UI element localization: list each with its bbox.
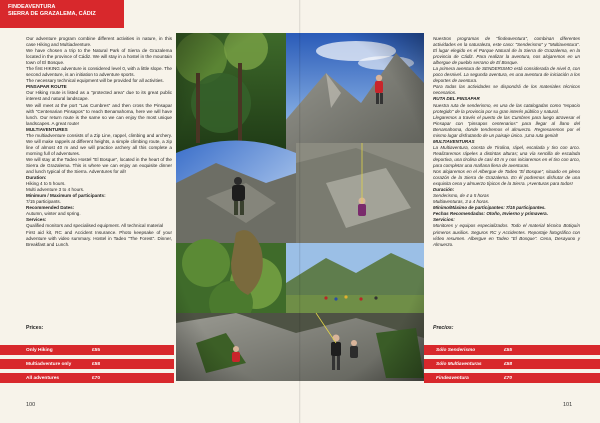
price-row xyxy=(0,345,174,355)
section-heading: Recommended Dates: xyxy=(26,205,75,211)
price-label: Sólo Senderismo xyxy=(436,347,476,353)
price-value: £70 xyxy=(92,375,101,381)
body-paragraph: Para todas las actividades se dispondrá de los materiales técnicos necesarios. xyxy=(433,84,580,96)
page-number-left: 100 xyxy=(26,402,36,408)
body-paragraph: Senderismo, de 4 a 5 horas xyxy=(433,193,489,199)
price-row xyxy=(0,373,174,383)
section-heading: Servicios: xyxy=(433,217,455,223)
section-heading: Services: xyxy=(26,217,47,223)
price-value: £58 xyxy=(92,361,101,367)
body-paragraph: The multiadventure consists of a Zip Line, rappel, climbing and archery. We will make rappels at different heights, a simple climbing route, a zip line of almost 40 m and we will practice archery all this complete a morning full of adventures. xyxy=(26,132,172,156)
price-label: All adventures xyxy=(26,375,60,381)
price-value: £55 xyxy=(504,347,513,353)
section-heading: Mínimo/Máximo de participantes: 7/15 participantes. xyxy=(433,205,546,211)
body-paragraph: Our adventure program combine different activities in nature, in this case Hiking and Multiadventure. xyxy=(26,36,172,48)
body-paragraph: Nuestra ruta de senderismo, es una de las catalogadas como "espacio protegido" de la provincia por su gran interés público y natural. xyxy=(433,102,580,114)
body-paragraph: La Multiaventura, consta de Tirolina, rápel, escalada y tiro con arco. Realizaremos rápeles a distintas alturas; una vía sencilla de escalada deportiva, una tirolina de casi 40 m y nos iniciaremos en el tiro con arco, para completar una mañana llena de aventuras. xyxy=(433,144,580,168)
prices-heading-es: Precios: xyxy=(433,325,454,331)
section-heading: PINSAPAR ROUTE xyxy=(26,84,67,90)
body-paragraph: Nuestros programas de "findeaventura", combinan diferentes actividades en la naturaleza, este caso: "Senderismo" y "Multiaventura". El lugar elegido es el Parque Natural de la Sierra de Grazalema, en la provincia de Cádiz. Para realizar la aventura, nos alojaremos en un albergue de pueblo serrano de El Bosque. xyxy=(433,36,580,66)
body-paragraph: We will meet at the port "Las Cumbres" and then cross the Pinsapar with "Centenarian Pinsapos" to reach Benamahoma, here we will have lunch. Our return route is the same so we can enjoy the most unique landscapes. A great route! xyxy=(26,102,172,126)
body-paragraph: Nos alojaremos en el Albergue de Tadeo "El Bosque", situado en pleno corazón de la Sierra de Grazalema. En él podremos disfrutar de una exquisita cena y almuerzo típicos de la Sierra. ¡Aventuras para todos! xyxy=(433,169,580,187)
body-paragraph: We have chosen a trip to the Natural Park of Sierra de Grazalema located in the province of Cádiz. We will stay in a hostel in the mountain town of El Bosque. xyxy=(26,48,172,66)
price-label: Sólo Multiaventuras xyxy=(436,361,482,367)
body-paragraph: Multi adventure 3 to 4 hours. xyxy=(26,187,85,193)
left-column-text xyxy=(26,36,172,248)
body-paragraph: The first HIKING adventure is considered level 0, with a little slope. The second adventure, is an initiation to adventure sports. xyxy=(26,66,172,78)
page-fold xyxy=(299,0,301,423)
price-label: Findeaventura xyxy=(436,375,469,381)
page-number-right: 101 xyxy=(563,402,573,408)
price-value: £70 xyxy=(504,375,513,381)
section-tag-title: FINDEAVENTURA xyxy=(8,4,56,10)
section-tag xyxy=(0,0,124,28)
body-paragraph: Our Hiking route is listed as a "protected area" due to its great public interest and natural landscape. xyxy=(26,90,172,102)
body-paragraph: Hiking 4 to 5 hours. xyxy=(26,181,66,187)
price-row-es xyxy=(424,359,600,369)
section-heading: RUTA DEL PINSAPAR xyxy=(433,96,480,102)
price-row xyxy=(0,359,174,369)
body-paragraph: Llegaremos a través el puerto de las Cumbres para luego atravesar el Pinsapar con "pinsapos centenarios" para llegar al llano del Benamahoma, donde tendremos el almuerzo. Regresaremos por el mismo lugar disfrutando de un paisaje único. ¡Una ruta genial! xyxy=(433,114,580,138)
body-paragraph: First aid kit, RC and Accident Insurance. Photo keepsake of your adventure with video summary. Hostel in Tadeo "The Forest". Dinner, Breakfast and Lunch. xyxy=(26,229,172,247)
body-paragraph: 7/15 participants. xyxy=(26,199,61,205)
section-heading: MULTIAVENTURES xyxy=(26,126,68,132)
body-paragraph: The necessary technical equipment will be provided for all activities. xyxy=(26,78,164,84)
section-tag-subtitle: SIERRA DE GRAZALEMA, CÁDIZ xyxy=(8,11,96,17)
body-paragraph: Qualified monitors and specialised equipment. All technical material xyxy=(26,223,164,229)
price-value: £58 xyxy=(504,361,513,367)
section-heading: Minimum / Maximum of participants: xyxy=(26,193,106,199)
section-heading: MULTIAVENTURAS xyxy=(433,138,475,144)
body-paragraph: La primera aventura de SENDERISMO está considerada de nivel 0, con poco desnivel. La segunda aventura, es una aventura de iniciación a los deportes de aventura. xyxy=(433,66,580,84)
prices-heading: Prices: xyxy=(26,325,44,331)
right-column-text xyxy=(433,36,580,248)
body-paragraph: Multiaventuras, 3 a 4 horas. xyxy=(433,199,490,205)
body-paragraph: Autumn, winter and spring. xyxy=(26,211,81,217)
section-heading: Duration: xyxy=(26,175,47,181)
section-heading: Fechas Recomendadas: Otoño, Invierno y primavera. xyxy=(433,211,548,217)
price-label: Only Hiking xyxy=(26,347,53,353)
section-heading: Duración: xyxy=(433,187,455,193)
price-row-es xyxy=(424,373,600,383)
body-paragraph: We will stay at the Tadeo Hostel "El Bosque", located in the heart of the Sierra de Grazalema. This is where we can enjoy an exquisite dinner and lunch typical of the Sierra. Adventures for all! xyxy=(26,156,172,175)
price-value: £55 xyxy=(92,347,101,353)
body-paragraph: Monitores y equipos especializados. Todo el material técnico Botiquín primeros auxilios. Seguros RC y Accidentes. Reportaje fotográfico con vídeo resumen. Albergue en Tadeo "El Bosque". Cena, Desayuno y Almuerzo. xyxy=(433,223,580,247)
price-row-es xyxy=(424,345,600,355)
price-label: Multiadventure only xyxy=(26,361,72,367)
